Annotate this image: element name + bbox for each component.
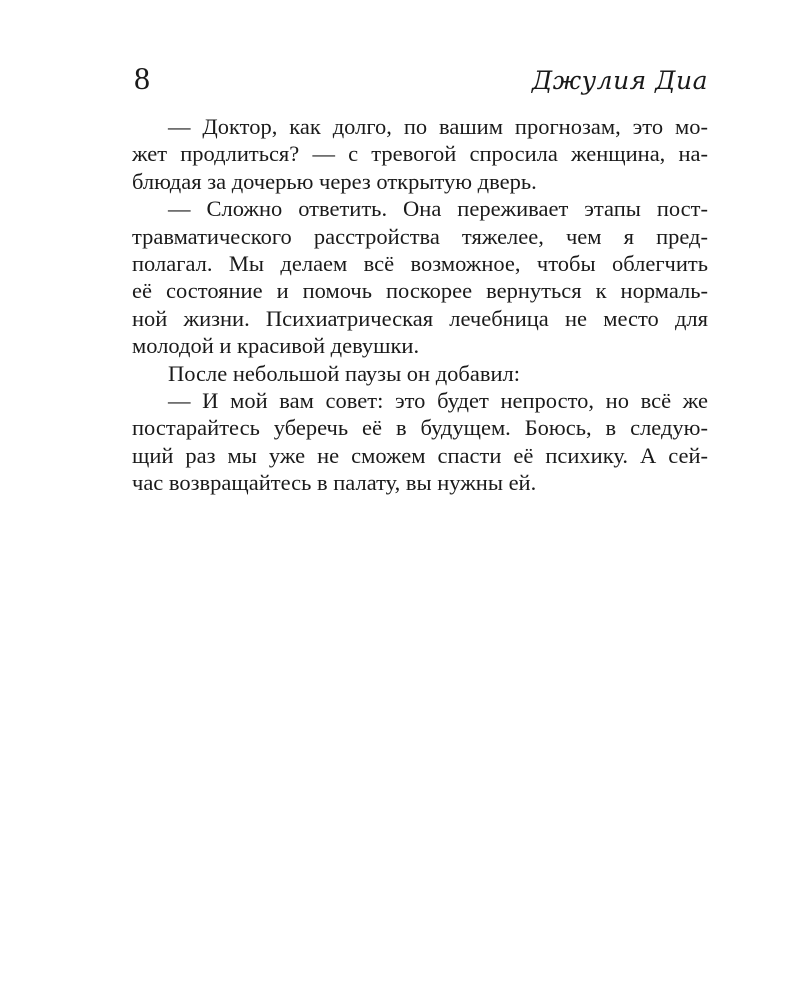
running-head-author: Джулия Диа [531, 66, 708, 95]
text-line: её состояние и помочь поскорее вернуться к нормаль- [132, 278, 708, 304]
text-line: После небольшой паузы он добавил: [168, 360, 521, 386]
body-text [132, 113, 708, 496]
page-number: 8 [134, 60, 150, 96]
text-line: — Доктор, как долго, по вашим прогнозам, это мо- [168, 114, 708, 139]
text-line: жет продлиться? — с тревогой спросила женщина, на- [132, 141, 708, 167]
text-line: ной жизни. Психиатрическая лечебница не место для [132, 305, 708, 331]
text-line: — И мой вам совет: это будет непросто, но всё же [168, 387, 708, 413]
text-line: молодой и красивой девушки. [132, 333, 420, 359]
text-line: — Сложно ответить. Она переживает этапы пост- [168, 196, 708, 222]
text-line: травматического расстройства тяжелее, чем я пред- [132, 223, 708, 249]
text-line: постарайтесь уберечь её в будущем. Боюсь, в следую- [132, 415, 708, 441]
text-line: блюдая за дочерью через открытую дверь. [132, 168, 537, 194]
text-line: щий раз мы уже не сможем спасти её психику. А сей- [132, 442, 708, 468]
text-line: час возвращайтесь в палату, вы нужны ей. [132, 470, 537, 496]
text-line: полагал. Мы делаем всё возможное, чтобы облегчить [132, 250, 708, 276]
